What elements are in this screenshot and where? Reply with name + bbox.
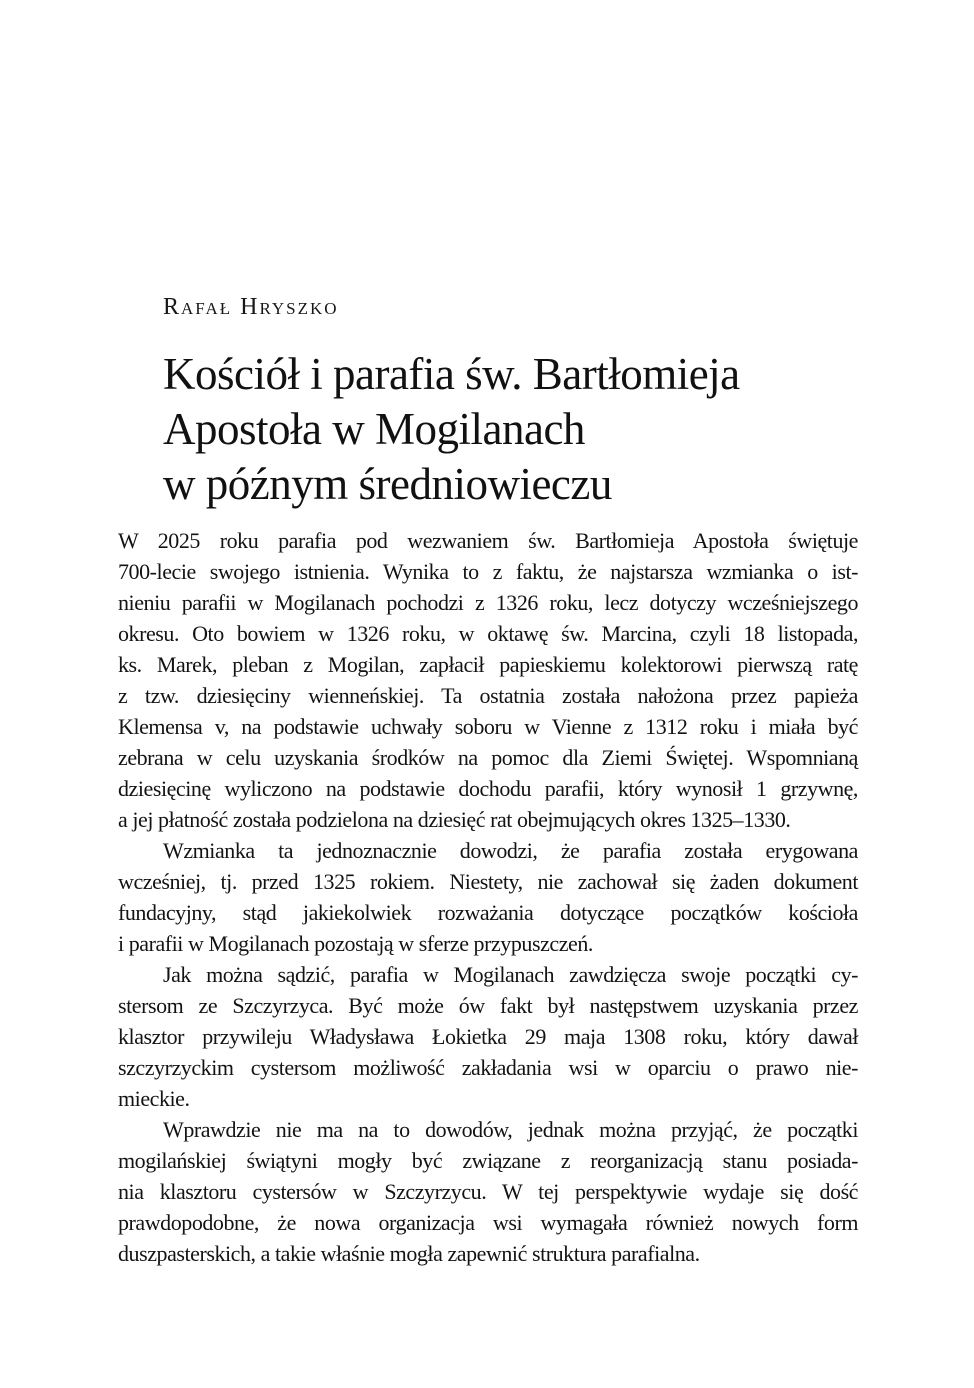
title-line: Apostoła w Mogilanach (163, 404, 585, 454)
paragraph (118, 1114, 858, 1269)
text-line: nieniu parafii w Mogilanach pochodzi z 1326 roku, lecz dotyczy wcześniejszego (118, 590, 858, 615)
text-line: 700-lecie swojego istnienia. Wynika to z faktu, że najstarsza wzmianka o ist- (118, 559, 858, 584)
text-line: Wprawdzie nie ma na to dowodów, jednak można przyjąć, że początki (163, 1117, 858, 1142)
text-line: wcześniej, tj. przed 1325 rokiem. Niestety, nie zachował się żaden dokument (118, 869, 858, 894)
text-line: prawdopodobne, że nowa organizacja wsi wymagała również nowych form (118, 1210, 858, 1235)
text-line: dziesięcinę wyliczono na podstawie dochodu parafii, który wynosił 1 grzywnę, (118, 776, 858, 801)
text-line: Jak można sądzić, parafia w Mogilanach zawdzięcza swoje początki cy- (163, 962, 858, 987)
title-line: w późnym średniowieczu (163, 459, 612, 509)
text-line: ks. Marek, pleban z Mogilan, zapłacił papieskiemu kolektorowi pierwszą ratę (118, 652, 858, 677)
text-line: okresu. Oto bowiem w 1326 roku, w oktawę św. Marcina, czyli 18 listopada, (118, 621, 858, 646)
text-line: zebrana w celu uzyskania środków na pomoc dla Ziemi Świętej. Wspomnianą (118, 745, 858, 770)
text-line: klasztor przywileju Władysława Łokietka 29 maja 1308 roku, który dawał (118, 1024, 858, 1049)
author-name: Rafał Hryszko (163, 294, 339, 320)
paragraph (118, 959, 858, 1114)
text-line: a jej płatność została podzielona na dziesięć rat obejmujących okres 1325–1330. (118, 807, 791, 832)
text-line: nia klasztoru cystersów w Szczyrzycu. W tej perspektywie wydaje się dość (118, 1179, 858, 1204)
text-line: duszpasterskich, a takie właśnie mogła zapewnić struktura parafialna. (118, 1241, 700, 1266)
text-line: W 2025 roku parafia pod wezwaniem św. Bartłomieja Apostoła świętuje (118, 528, 858, 553)
text-line: stersom ze Szczyrzyca. Być może ów fakt był następstwem uzyskania przez (118, 993, 858, 1018)
paragraph (118, 525, 858, 835)
text-line: mogilańskiej świątyni mogły być związane z reorganizacją stanu posiada- (118, 1148, 858, 1173)
text-line: szczyrzyckim cystersom możliwość zakładania wsi w oparciu o prawo nie- (118, 1055, 858, 1080)
title-line: Kościół i parafia św. Bartłomieja (163, 349, 740, 399)
text-line: Wzmianka ta jednoznacznie dowodzi, że parafia została erygowana (163, 838, 858, 863)
text-line: mieckie. (118, 1086, 190, 1111)
article-body (118, 525, 858, 1269)
text-line: fundacyjny, stąd jakiekolwiek rozważania dotyczące początków kościoła (118, 900, 858, 925)
text-line: z tzw. dziesięciny wienneńskiej. Ta ostatnia została nałożona przez papieża (118, 683, 858, 708)
paragraph (118, 835, 858, 959)
text-line: Klemensa v, na podstawie uchwały soboru w Vienne z 1312 roku i miała być (118, 714, 858, 739)
article-title (163, 347, 740, 512)
text-line: i parafii w Mogilanach pozostają w sferze przypuszczeń. (118, 931, 593, 956)
